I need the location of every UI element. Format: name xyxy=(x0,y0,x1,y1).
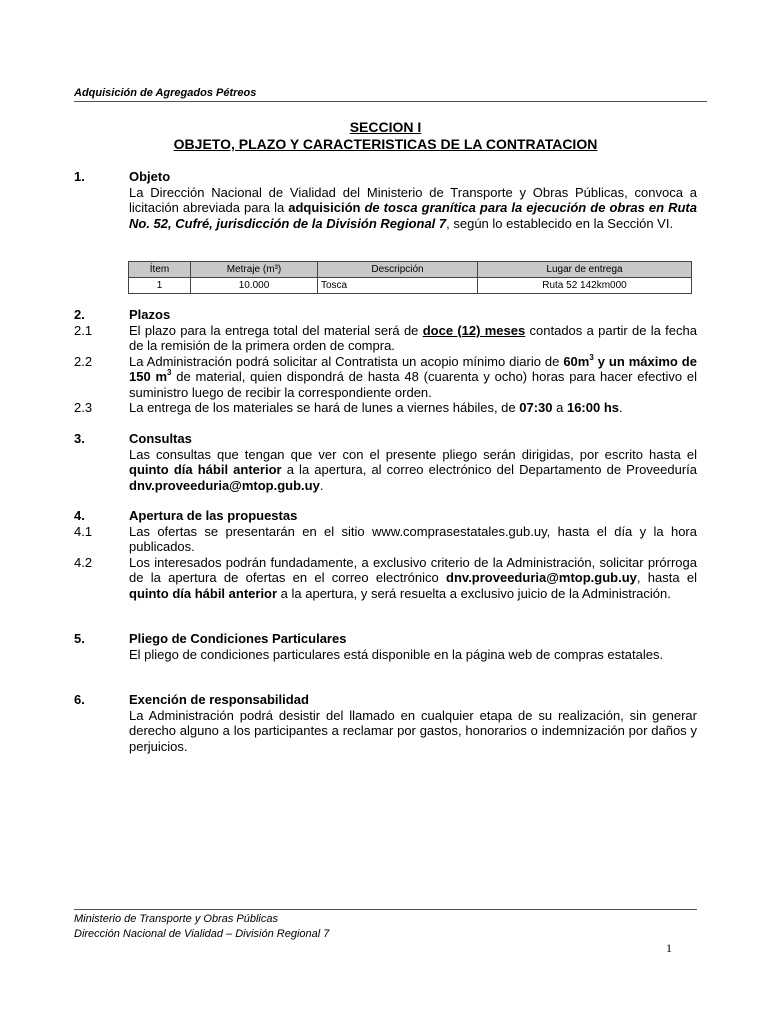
section-number: 3. xyxy=(74,431,85,446)
footer-rule xyxy=(74,909,697,910)
col-header-lugar: Lugar de entrega xyxy=(478,262,692,278)
section-heading: Plazos xyxy=(129,307,171,322)
list-item: 2.2 La Administración podrá solicitar al Contratista un acopio mínimo diario de $60m^3$ y un máximo de 150 $m^3$ de material, quien dispondrá de hasta 48 (cuarenta y ocho) horas para hacer efectivo el suministro luego de recibir la correspondiente orden. xyxy=(74,352,697,400)
section-exencion xyxy=(74,692,697,754)
section-consultas xyxy=(74,431,697,493)
section-heading: Exención de responsabilidad xyxy=(129,692,309,707)
cell-metraje: 10.000 xyxy=(191,278,318,294)
section-number: 5. xyxy=(74,631,85,646)
section-heading: Consultas xyxy=(129,431,192,446)
list-item: 4.1 Las ofertas se presentarán en el sitio www.comprasestatales.gub.uy, hasta el día y la hora publicados. xyxy=(74,523,697,554)
section-objeto xyxy=(74,169,697,231)
section-paragraph: La Administración podrá desistir del llamado en cualquier etapa de su realización, sin generar derecho alguno a los participantes a reclamar por gastos, honorarios o indemnización por daños y perjuicios. xyxy=(129,707,697,754)
section-pliego xyxy=(74,631,697,662)
list-item: 2.1 El plazo para la entrega total del material será de doce (12) meses contados a partir de la fecha de la remisión de la primera orden de compra. xyxy=(74,322,697,353)
running-header: Adquisición de Agregados Pétreos xyxy=(74,87,257,99)
section-paragraph: La Dirección Nacional de Vialidad del Ministerio de Transporte y Obras Públicas, convoca a licitación abreviada para la adquisición de tosca granítica para la ejecución de obras en Ruta No. 52, Cufré, jurisdicción de la División Regional 7, según lo establecido en la Sección VI. xyxy=(129,184,697,231)
section-paragraph: Las consultas que tengan que ver con el presente pliego serán dirigidas, por escrito hasta el quinto día hábil anterior a la apertura, al correo electrónico del Departamento de Proveeduría dnv.proveeduria@mtop.gub.uy. xyxy=(129,446,698,493)
page-number: 1 xyxy=(666,941,672,955)
list-item: 4.2 Los interesados podrán fundadamente, a exclusivo criterio de la Administración, solicitar prórroga de la apertura de ofertas en el correo electrónico dnv.proveeduria@mtop.gub.uy, hasta el quinto día hábil anterior a la apertura, y será resuelta a exclusivo juicio de la Administración. xyxy=(74,554,697,601)
section-heading: Objeto xyxy=(129,169,171,184)
col-header-metraje: Metraje (m³) xyxy=(191,262,318,278)
items-table xyxy=(128,261,692,294)
section-paragraph: El pliego de condiciones particulares está disponible en la página web de compras estatales. xyxy=(129,646,664,662)
section-heading: Apertura de las propuestas xyxy=(129,508,298,523)
cell-lugar: Ruta 52 142km000 xyxy=(478,278,692,294)
col-header-item: Ítem xyxy=(129,262,191,278)
section-subtitle: OBJETO, PLAZO Y CARACTERISTICAS DE LA CONTRATACION xyxy=(173,136,598,152)
section-number: 2. xyxy=(74,307,85,322)
section-number: 1. xyxy=(74,169,85,184)
section-heading: Pliego de Condiciones Particulares xyxy=(129,631,347,646)
section-number: 6. xyxy=(74,692,85,707)
section-title: SECCION I xyxy=(349,119,422,135)
cell-item: 1 xyxy=(129,278,191,294)
col-header-descripcion: Descripción xyxy=(318,262,478,278)
list-item: 2.3 La entrega de los materiales se hará de lunes a viernes hábiles, de 07:30 a 16:00 hs. xyxy=(74,400,623,415)
section-apertura xyxy=(74,508,697,601)
section-plazos xyxy=(74,307,697,416)
footer-line-division: Dirección Nacional de Vialidad – División Regional 7 xyxy=(74,928,330,940)
cell-descripcion: Tosca xyxy=(318,278,478,294)
header-rule xyxy=(74,101,707,102)
table-row xyxy=(129,278,692,294)
footer-line-ministry: Ministerio de Transporte y Obras Públicas xyxy=(74,913,278,925)
section-number: 4. xyxy=(74,508,85,523)
